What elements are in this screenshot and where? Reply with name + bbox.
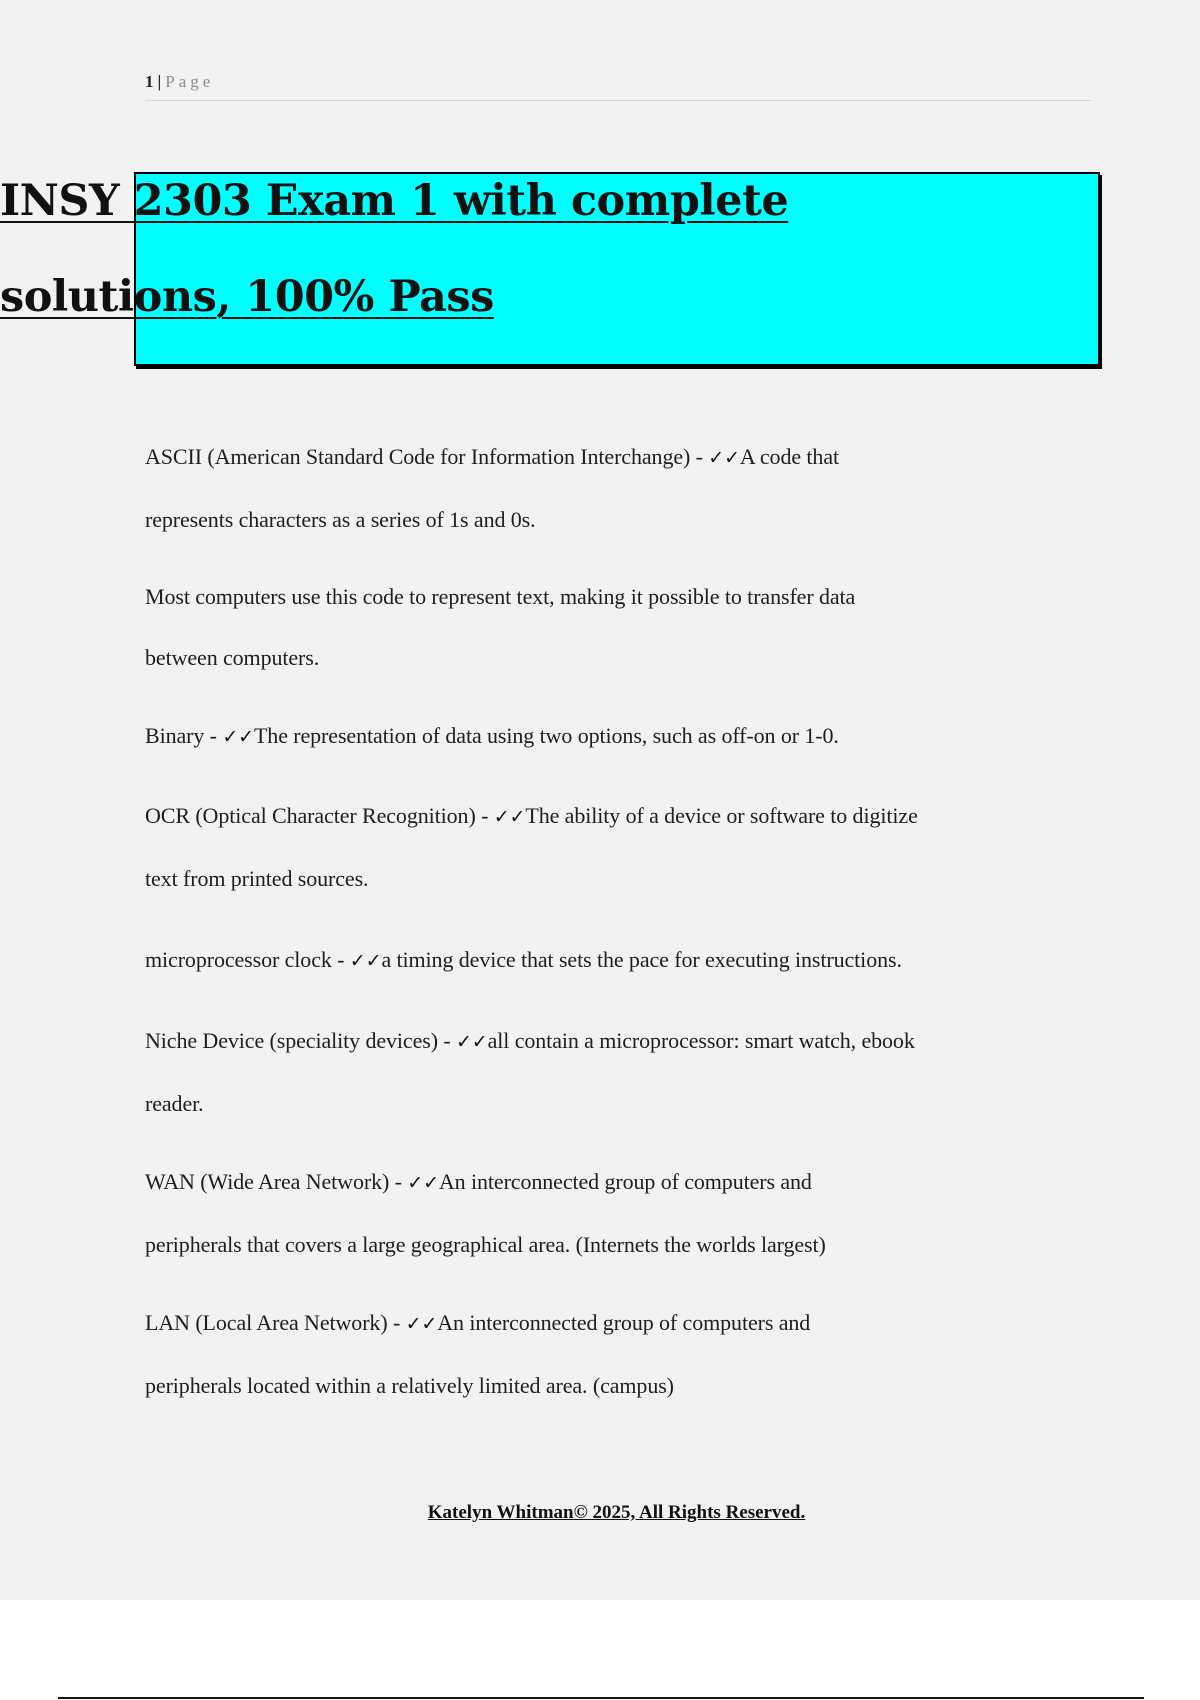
entry-definition: An interconnected group of computers and	[437, 1310, 811, 1335]
copyright-footer: Katelyn Whitman© 2025, All Rights Reserved.	[427, 1502, 806, 1523]
entry-definition: The representation of data using two options, such as off-on or 1-0.	[253, 723, 839, 748]
page-word: Page	[165, 72, 215, 91]
entry-term: WAN (Wide Area Network) -	[145, 1169, 408, 1194]
entry-term: LAN (Local Area Network) -	[145, 1310, 406, 1335]
page-number: 1	[145, 72, 154, 91]
entry-definition-continued: peripherals that covers a large geographical area. (Internets the worlds largest)	[145, 1232, 826, 1257]
page-header	[145, 72, 1091, 101]
entry-definition: a timing device that sets the pace for executing instructions.	[381, 947, 902, 972]
entry-term: OCR (Optical Character Recognition) -	[145, 803, 494, 828]
glossary-entry-microprocessor-clock	[145, 947, 902, 973]
page-separator: |	[157, 72, 162, 91]
double-check-icon: ✓✓	[405, 1313, 438, 1335]
glossary-entry-binary	[145, 723, 839, 749]
glossary-paragraph: Most computers use this code to represent text, making it possible to transfer data	[145, 584, 856, 609]
entry-definition-continued: represents characters as a series of 1s and 0s.	[145, 507, 536, 532]
entry-definition: A code that	[739, 444, 839, 469]
entry-term: microprocessor clock -	[145, 947, 350, 972]
entry-definition-continued: reader.	[145, 1091, 204, 1116]
double-check-icon: ✓✓	[349, 950, 382, 972]
entry-definition: An interconnected group of computers and	[438, 1169, 812, 1194]
entry-definition: The ability of a device or software to digitize	[525, 803, 918, 828]
document-title-line-1: INSY 2303 Exam 1 with complete	[0, 176, 789, 226]
entry-definition: all contain a microprocessor: smart watch, ebook	[487, 1028, 915, 1053]
glossary-entry-lan	[145, 1310, 810, 1336]
entry-term: ASCII (American Standard Code for Information Interchange) -	[145, 444, 709, 469]
entry-definition-continued: between computers.	[145, 645, 320, 670]
glossary-entry-niche-device	[145, 1028, 915, 1054]
entry-definition-continued: peripherals located within a relatively limited area. (campus)	[145, 1373, 674, 1398]
double-check-icon: ✓✓	[407, 1172, 439, 1194]
document-title-line-2: solutions, 100% Pass	[0, 272, 494, 322]
glossary-entry-wan	[145, 1169, 812, 1195]
next-page-divider	[58, 1697, 1144, 1699]
glossary-entry-ascii	[145, 444, 839, 470]
double-check-icon: ✓✓	[708, 447, 740, 469]
entry-term: Binary -	[145, 723, 223, 748]
glossary-entry-ocr	[145, 803, 918, 829]
double-check-icon: ✓✓	[493, 806, 526, 828]
entry-definition-continued: text from printed sources.	[145, 866, 369, 891]
entry-term: Niche Device (speciality devices) -	[145, 1028, 456, 1053]
double-check-icon: ✓✓	[455, 1031, 488, 1053]
double-check-icon: ✓✓	[222, 726, 254, 748]
